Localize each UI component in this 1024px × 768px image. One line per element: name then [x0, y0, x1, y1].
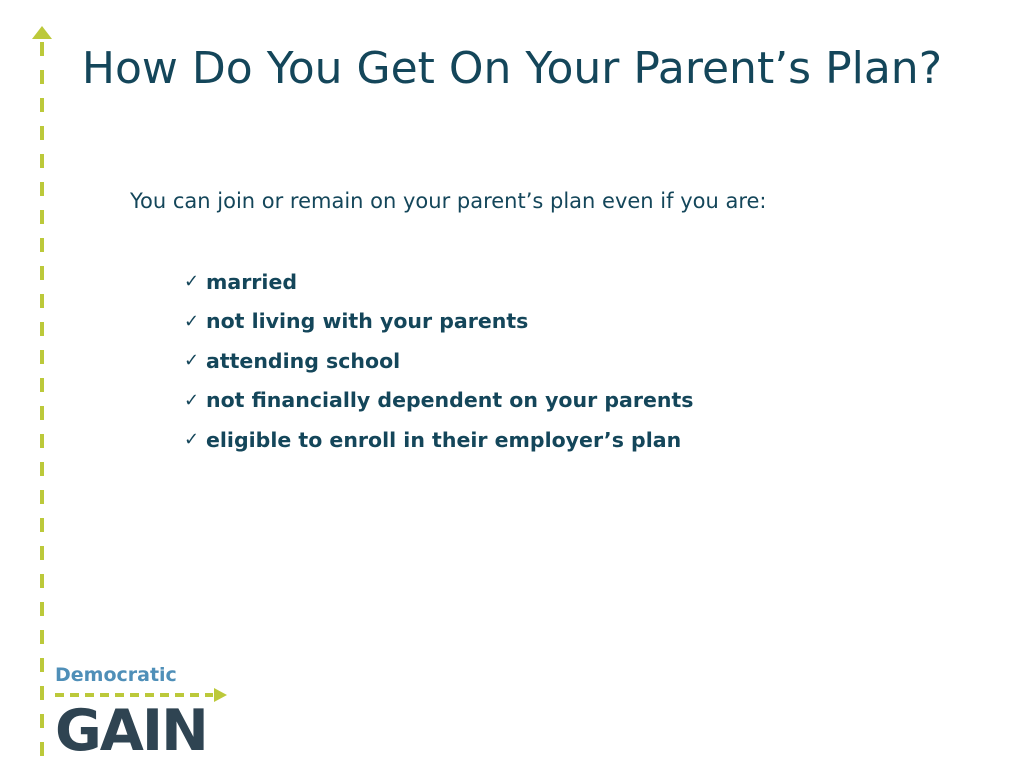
list-item — [184, 262, 693, 302]
checkmark-icon: ✓ — [184, 271, 200, 293]
list-item-label: eligible to enroll in their employer’s plan — [206, 427, 682, 452]
list-item-label: not financially dependent on your parents — [206, 388, 694, 413]
checkmark-icon: ✓ — [184, 429, 200, 451]
list-item — [184, 341, 693, 381]
democratic-gain-logo — [55, 664, 235, 764]
checkmark-icon: ✓ — [184, 389, 200, 411]
logo-top-text: Democratic — [55, 664, 177, 686]
logo-main-text: GAIN — [55, 698, 207, 764]
eligibility-checklist — [184, 262, 693, 460]
checkmark-icon: ✓ — [184, 310, 200, 332]
slide-title: How Do You Get On Your Parent’s Plan? — [81, 43, 943, 94]
vertical-dashed-arrow-icon — [32, 26, 52, 768]
list-item-label: attending school — [206, 348, 401, 373]
list-item-label: not living with your parents — [206, 309, 529, 334]
list-item — [184, 381, 693, 421]
checkmark-icon: ✓ — [184, 350, 200, 372]
list-item-label: married — [206, 269, 298, 294]
list-item — [184, 302, 693, 342]
intro-text: You can join or remain on your parent’s plan even if you are: — [130, 189, 767, 213]
list-item — [184, 420, 693, 460]
